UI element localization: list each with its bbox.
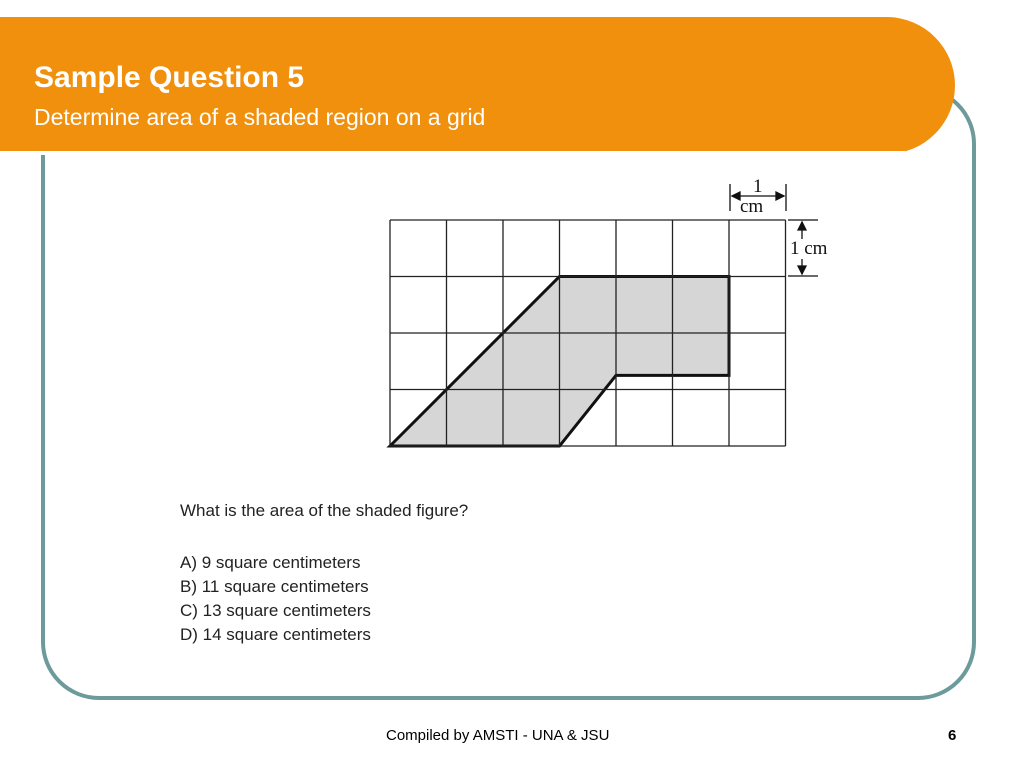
scale-horizontal-unit: cm (740, 196, 764, 217)
scale-vertical-label: 1 cm (790, 238, 828, 259)
question-text: What is the area of the shaded figure? (180, 501, 469, 520)
choice-b: B) 11 square centimeters (180, 577, 369, 596)
banner-divider (0, 151, 905, 155)
slide-title: Sample Question 5 (34, 61, 305, 94)
title-banner (0, 17, 955, 154)
choice-c: C) 13 square centimeters (180, 601, 371, 620)
choice-a: A) 9 square centimeters (180, 553, 361, 572)
choice-d: D) 14 square centimeters (180, 625, 371, 644)
page-number: 6 (948, 727, 957, 744)
answer-choices (180, 551, 371, 647)
footer-credit: Compiled by AMSTI - UNA & JSU (386, 727, 610, 744)
slide-subtitle: Determine area of a shaded region on a grid (34, 104, 486, 130)
question-figure (150, 161, 865, 665)
scale-horizontal-value: 1 (753, 176, 763, 197)
